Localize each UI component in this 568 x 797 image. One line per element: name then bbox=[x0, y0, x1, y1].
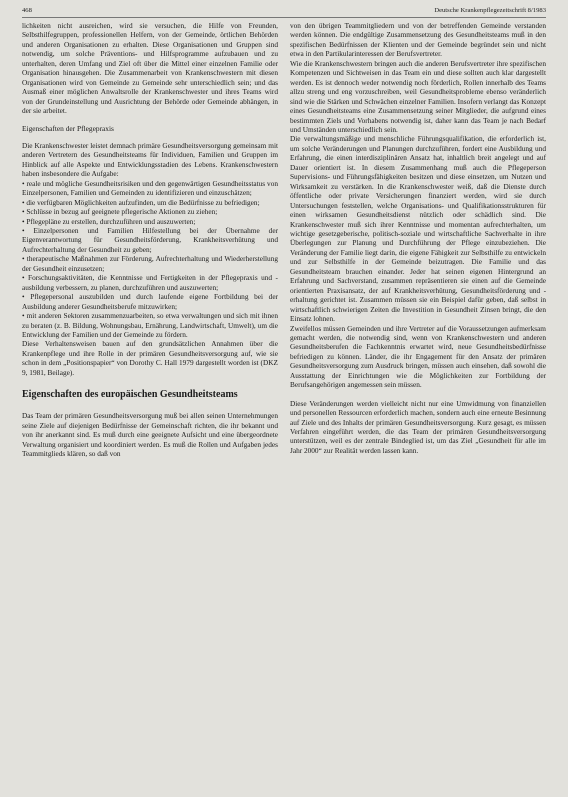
running-header bbox=[22, 5, 546, 18]
paragraph: Die verwaltungsmäßige und menschliche Führungsqualifikation, die erforderlich ist, um solche Veränderungen und Planungen durchzuführen, fordert eine Ausbildung und Erfahrung, die einen interdisziplinären Ansatz hat, inhaltlich breit angelegt und auf Dauer orientiert ist. In diesem Zusammenhang muß auch die Pflegeperson Supervisions- und Führungsfähigkeiten besitzen und diese einsetzen, um Nutzen und Wirksamkeit zu verstärken. In die Krankenschwester weiß, daß die Dienste durch öffentliche oder private Versicherungen finanziert werden, wird sie durch Untersuchungen feststellen, welche Organisations- und Qualifikationsstrukturen für einen wirksamen Gesundheitsdienst nützlich oder schädlich sind. Die Krankenschwester muß sich ihrer Kenntnisse und momentan aufrechterhalten, um wichtige gesetzgeberische, politisch-soziale und wirtschaftliche Sachverhalte in ihre Überlegungen zur Planung und Durchführung der Pflege einzubeziehen. Die Veränderung der Familie liegt darin, die eigene Fähigkeit zur Selbsthilfe zu entwickeln und zur Selbsthilfe in der Gemeinde beizutragen. Die Familie und das Gesundheitsteam brauchen einander. Jeder hat seinen eigenen Hintergrund an Erfahrung und Sachverstand, zusammen repräsentieren sie einen auf die Gemeinde orientierten Praxisansatz, der auf Krankheitsverhütung, Gesundheitsförderung und -erhaltung gerichtet ist. Zusammen müssen sie ein Beispiel dafür geben, daß selbst in wirtschaftlich schwierigen Zeiten die Investition in Gesundheit Zinsen bringt, die den Einsatz lohnen. bbox=[290, 134, 546, 324]
intro-paragraph: lichkeiten nicht ausreichen, wird sie versuchen, die Hilfe von Freunden, Selbsthilfegruppen, professionellen Helfern, von der Gemeinde, örtlichen Behörden und anderen Organisationen zu erhalten. Diese Organisationen und Gruppen sind notwendig, um solche Präventions- und Hilfsprogramme aufzubauen und zu unterhalten, deren Umfang und Ziel oft über die Mittel einer einzelnen Familie oder Organisation hinausgehen. Die Zusammenarbeit von Krankenschwestern mit diesen Organisationen wird von Gemeinde zu Gemeinde sehr unterschiedlich sein; und das Ausmaß einer möglichen Anwaltsrolle der Krankenschwester und ihres Teams wird von der Grundeinstellung und Ausrichtung der Behörde oder Gemeinde abhängen, in der sie arbeitet. bbox=[22, 21, 278, 116]
list-item: • Pflegepersonal auszubilden und durch laufende eigene Fortbildung bei der Ausbildung anderer Gesundheitsberufe mitzuwirken; bbox=[22, 292, 278, 311]
subheading: Eigenschaften der Pflegepraxis bbox=[22, 123, 114, 133]
right-column bbox=[290, 21, 546, 455]
final-paragraph: Das Team der primären Gesundheitsversorgung muß bei allen seinen Unternehmungen seine Ziele auf diejenigen Bedürfnisse der Gemeinschaft richten, die ihr bekannt und von ihr anerkannt sind. Es muß durch eine geeignete Aufsicht und eine übergeordnete Verwaltung organisiert und koordiniert werden. Es muß die Rollen und Aufgaben jedes Teammitglieds klären, so daß von bbox=[22, 411, 278, 459]
paragraph: von den übrigen Teammitgliedern und von der betreffenden Gemeinde verstanden werden können. Die endgültige Zusammensetzung des Gesundheitsteams muß in den spezifischen Bedürfnissen der Klienten und der Gemeinde begründet sein und nicht etwa in den Partikularinteressen der Berufsvertreter. bbox=[290, 21, 546, 59]
list-item: • reale und mögliche Gesundheitsrisiken und den gegenwärtigen Gesundheitsstatus von Einzelpersonen, Familien und Gemeinden zu identifizieren und einzuschätzen; bbox=[22, 178, 278, 198]
list-item: • Schlüsse in bezug auf geeignete pflegerische Aktionen zu ziehen; bbox=[22, 207, 218, 217]
page-number: 468 bbox=[22, 7, 32, 14]
closing-paragraph: Diese Verhaltensweisen bauen auf den grundsätzlichen Annahmen über die Krankenpflege und ihre Rolle in der primären Gesundheitsversorgung auf, wie sie schon in dem „Positionspapier“ von Dorothy C. Hall 1979 dargestellt worden ist (DKZ 9, 1981, Beilage). bbox=[22, 339, 278, 377]
list-item: • die verfügbaren Möglichkeiten aufzufinden, um die Bedürfnisse zu befriedigen; bbox=[22, 197, 260, 207]
list-item: • therapeutische Maßnahmen zur Förderung, Aufrechterhaltung und Wiederherstellung der Gesundheit einzusetzen; bbox=[22, 254, 278, 273]
paragraph: Diese Veränderungen werden vielleicht nicht nur eine Umwidmung von finanziellen und personellen Ressourcen erforderlich machen, sondern auch eine erneute Besinnung auf Ziele und des Inhalts der primären Gesundheitsversorgung. Kurz gesagt, es müssen Verfahren eingeführt werden, die das Team der primären Gesundheitsversorgung unterstützen, weil es der zentrale Bindeglied ist, um das Ziel „Gesundheit für alle im Jahr 2000“ zur Realität werden lassen kann. bbox=[290, 398, 546, 455]
list-item: • Einzelpersonen und Familien Hilfestellung bei der Übernahme der Eigenverantwortung für Gesundheitsförderung, Krankheitsverhütung und Aufrechterhaltung der Gesundheit zu geben; bbox=[22, 226, 278, 254]
list-item: • mit anderen Sektoren zusammenzuarbeiten, so etwa verwaltungen und sich mit ihnen zu beraten (z. B. Bildung, Wohnungsbau, Ernährung, Landwirtschaft, Umwelt), um die Entwicklung der Familien und der Gemeinde zu fördern. bbox=[22, 311, 278, 339]
task-list bbox=[22, 179, 278, 340]
list-item: • Pflegepläne zu erstellen, durchzuführen und auszuwerten; bbox=[22, 216, 196, 226]
journal-title: Deutsche Krankenpflegezeitschrift 8/1983 bbox=[434, 7, 546, 14]
section-heading: Eigenschaften des europäischen Gesundheitsteams bbox=[22, 389, 238, 401]
section-intro: Die Krankenschwester leistet demnach primäre Gesundheitsversorgung gemeinsam mit anderen Vertretern des Gesundheitsteams für Individuen, Familien und Gruppen im Hinblick auf alle Aspekte und Entwicklungsstadien des Lebens. Krankenschwestern haben insbesondere die Aufgabe: bbox=[22, 140, 278, 179]
left-column bbox=[22, 21, 278, 459]
paragraph: Zweifellos müssen Gemeinden und ihre Vertreter auf die Voraussetzungen aufmerksam gemacht werden, die notwendig sind, wenn von Krankenschwestern und anderen Gesundheitsberufen die Fachkenntnis erwartet wird, neue Gesundheitsbedürfnisse befriedigen zu können. Länder, die ihr Engagement für den Ansatz der primären Gesundheitsversorgung zum Ausdruck bringen, müssen auch einsehen, daß sowohl die Ausstattung der Einrichtungen wie die Möglichkeiten zur Fortbildung der Berufsangehörigen angemessen sein müssen. bbox=[290, 323, 546, 390]
list-item: • Forschungsaktivitäten, die Kenntnisse und Fertigkeiten in der Pflegepraxis und -ausbildung verbessern, zu planen, durchzuführen und auszuwerten; bbox=[22, 273, 278, 292]
paragraph: Wie die Krankenschwestern bringen auch die anderen Berufsvertreter ihre spezifischen Kompetenzen und Sichtweisen in das Team ein und diese sollten auch klar dargestellt werden. Es ist dennoch weder notwendig noch förderlich, Rollen innerhalb des Teams allzu streng und eng vorzuschreiben, weil Gesundheitsprobleme ebenso veränderlich sind wie die Stärken und Schwächen einzelner Familien. Insofern verlangt das Konzept eines Gesundheitsteams eine Zusammensetzung seiner Mitglieder, die aufgrund eines bestimmten Ziels und Vorhabens notwendig ist, daher kann das Team je nach Bedarf und Umständen unterschiedlich sein. bbox=[290, 58, 546, 134]
